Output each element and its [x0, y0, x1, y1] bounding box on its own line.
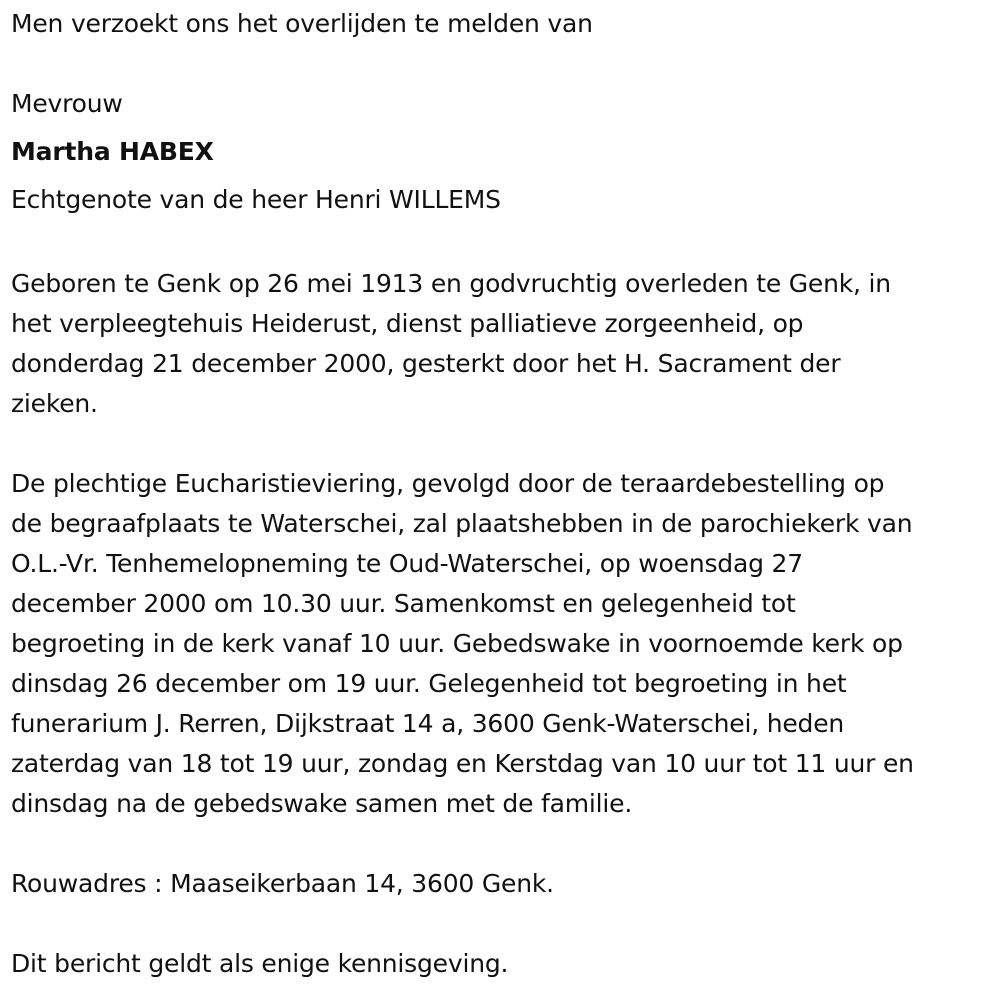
- paragraph-line: december 2000 om 10.30 uur. Samenkomst en gelegenheid tot: [11, 589, 796, 618]
- birth-death-paragraph: [11, 264, 996, 424]
- spacer: [11, 824, 996, 864]
- paragraph-line: donderdag 21 december 2000, gesterkt door het H. Sacrament der: [11, 349, 841, 378]
- paragraph-line: dinsdag na de gebedswake samen met de familie.: [11, 789, 633, 818]
- spacer: [11, 424, 996, 464]
- paragraph-line: dinsdag 26 december om 19 uur. Gelegenheid tot begroeting in het: [11, 669, 847, 698]
- paragraph-line: funerarium J. Rerren, Dijkstraat 14 a, 3600 Genk-Waterschei, heden: [11, 709, 845, 738]
- spouse-line: Echtgenote van de heer Henri WILLEMS: [11, 185, 501, 214]
- salutation: Mevrouw: [11, 89, 123, 118]
- paragraph-line: Geboren te Genk op 26 mei 1913 en godvruchtig overleden te Genk, in: [11, 269, 891, 298]
- paragraph-line: De plechtige Eucharistieviering, gevolgd door de teraardebestelling op: [11, 469, 885, 498]
- death-notice: [11, 4, 996, 984]
- spacer: [11, 44, 996, 84]
- mourning-address: Rouwadres : Maaseikerbaan 14, 3600 Genk.: [11, 869, 554, 898]
- deceased-name: Martha HABEX: [11, 137, 214, 166]
- ceremony-paragraph: [11, 464, 996, 824]
- paragraph-line: begroeting in de kerk vanaf 10 uur. Gebedswake in voornoemde kerk op: [11, 629, 903, 658]
- paragraph-line: de begraafplaats te Waterschei, zal plaatshebben in de parochiekerk van: [11, 509, 913, 538]
- paragraph-line: het verpleegtehuis Heiderust, dienst palliatieve zorgeenheid, op: [11, 309, 804, 338]
- spacer: [11, 904, 996, 944]
- intro-text: Men verzoekt ons het overlijden te melden van: [11, 9, 593, 38]
- paragraph-line: zieken.: [11, 389, 98, 418]
- spacer: [11, 224, 996, 264]
- closing-text: Dit bericht geldt als enige kennisgeving.: [11, 949, 509, 978]
- paragraph-line: zaterdag van 18 tot 19 uur, zondag en Kerstdag van 10 uur tot 11 uur en: [11, 749, 914, 778]
- paragraph-line: O.L.-Vr. Tenhemelopneming te Oud-Waterschei, op woensdag 27: [11, 549, 803, 578]
